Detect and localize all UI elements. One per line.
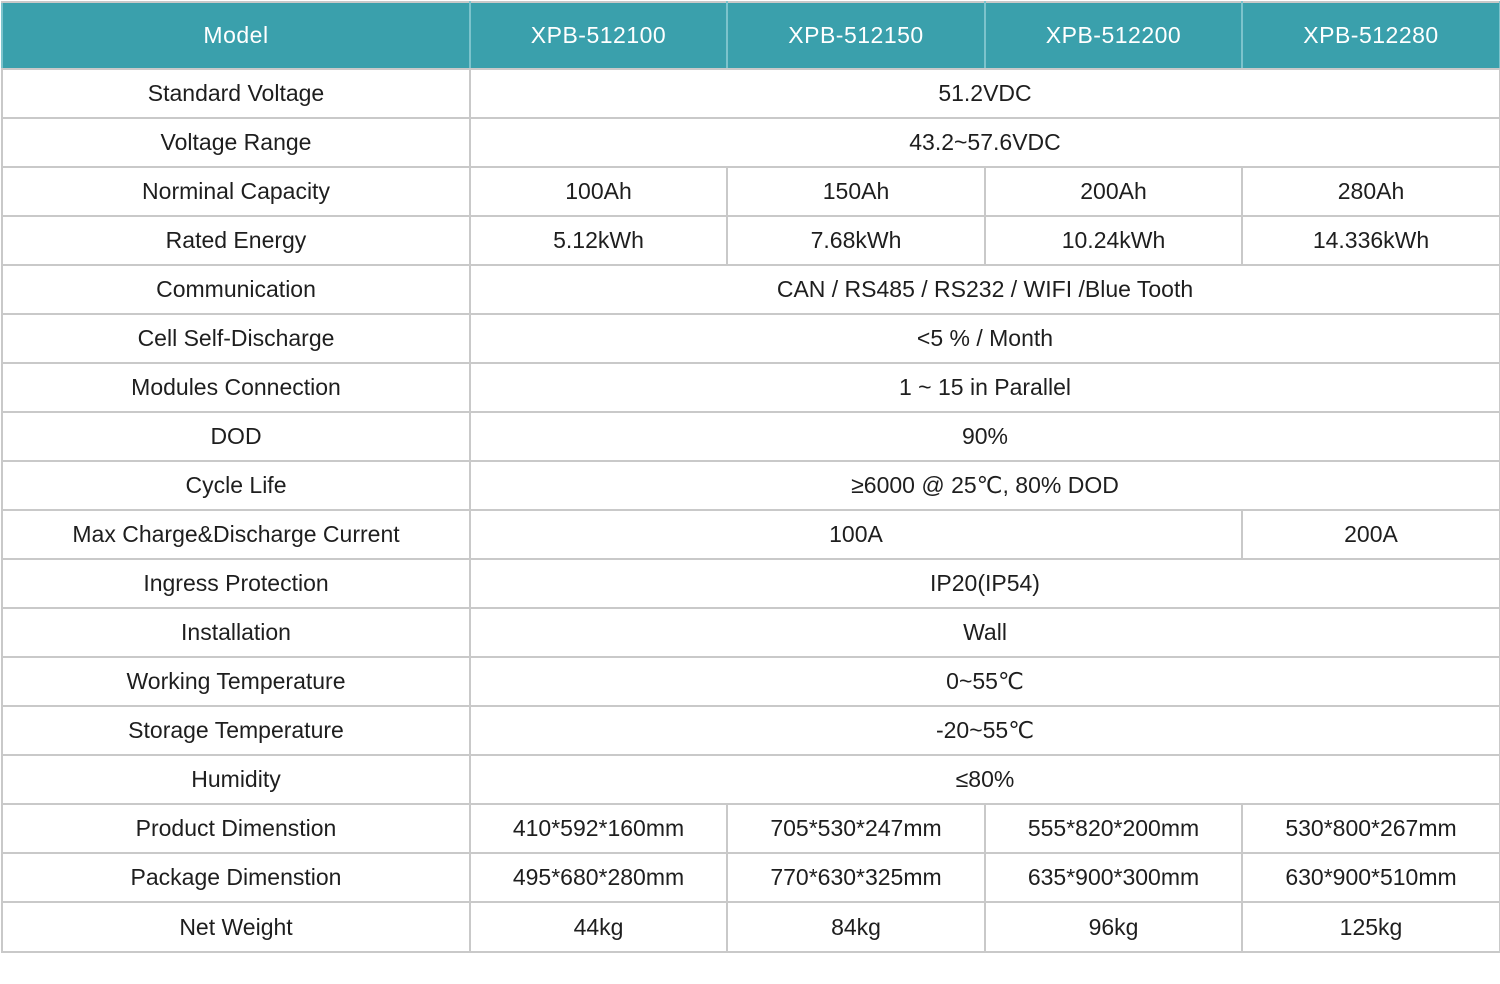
- row-value: 90%: [470, 412, 1500, 461]
- row-communication: [2, 265, 1500, 314]
- row-label: Installation: [2, 608, 470, 657]
- row-value: -20~55℃: [470, 706, 1500, 755]
- row-value: 705*530*247mm: [727, 804, 985, 853]
- row-value: 125kg: [1242, 902, 1500, 952]
- row-modules-connection: [2, 363, 1500, 412]
- row-value: 410*592*160mm: [470, 804, 727, 853]
- row-max-current: [2, 510, 1500, 559]
- row-label: Rated Energy: [2, 216, 470, 265]
- row-value: Wall: [470, 608, 1500, 657]
- row-value: 7.68kWh: [727, 216, 985, 265]
- row-value: CAN / RS485 / RS232 / WIFI /Blue Tooth: [470, 265, 1500, 314]
- row-cycle-life: [2, 461, 1500, 510]
- row-label: Working Temperature: [2, 657, 470, 706]
- row-label: Package Dimenstion: [2, 853, 470, 902]
- row-label: Ingress Protection: [2, 559, 470, 608]
- row-value: 200A: [1242, 510, 1500, 559]
- header-cell-xpb-512280: XPB-512280: [1242, 2, 1500, 69]
- row-label: Cycle Life: [2, 461, 470, 510]
- header-cell-xpb-512200: XPB-512200: [985, 2, 1242, 69]
- row-label: Product Dimenstion: [2, 804, 470, 853]
- header-cell-model: Model: [2, 2, 470, 69]
- row-label: Communication: [2, 265, 470, 314]
- row-installation: [2, 608, 1500, 657]
- row-value: 5.12kWh: [470, 216, 727, 265]
- row-value: 44kg: [470, 902, 727, 952]
- row-value: 14.336kWh: [1242, 216, 1500, 265]
- row-label: Voltage Range: [2, 118, 470, 167]
- header-cell-xpb-512150: XPB-512150: [727, 2, 985, 69]
- header-cell-xpb-512100: XPB-512100: [470, 2, 727, 69]
- row-value: 630*900*510mm: [1242, 853, 1500, 902]
- row-voltage-range: [2, 118, 1500, 167]
- row-label: Standard Voltage: [2, 69, 470, 118]
- row-ingress-protection: [2, 559, 1500, 608]
- row-value: 280Ah: [1242, 167, 1500, 216]
- row-value: <5 % / Month: [470, 314, 1500, 363]
- row-value: 51.2VDC: [470, 69, 1500, 118]
- row-label: Max Charge&Discharge Current: [2, 510, 470, 559]
- row-working-temperature: [2, 657, 1500, 706]
- row-value: 100Ah: [470, 167, 727, 216]
- row-label: Humidity: [2, 755, 470, 804]
- row-value: 770*630*325mm: [727, 853, 985, 902]
- row-value: 555*820*200mm: [985, 804, 1242, 853]
- row-label: Net Weight: [2, 902, 470, 952]
- header-row: [2, 2, 1500, 69]
- row-package-dimension: [2, 853, 1500, 902]
- row-value: 530*800*267mm: [1242, 804, 1500, 853]
- row-label: Cell Self-Discharge: [2, 314, 470, 363]
- row-humidity: [2, 755, 1500, 804]
- row-nominal-capacity: [2, 167, 1500, 216]
- row-value: 200Ah: [985, 167, 1242, 216]
- row-value: 10.24kWh: [985, 216, 1242, 265]
- row-rated-energy: [2, 216, 1500, 265]
- row-value: ≤80%: [470, 755, 1500, 804]
- spec-table: [1, 1, 1500, 953]
- row-value: 495*680*280mm: [470, 853, 727, 902]
- row-net-weight: [2, 902, 1500, 952]
- row-label: DOD: [2, 412, 470, 461]
- row-value: 43.2~57.6VDC: [470, 118, 1500, 167]
- row-value: 100A: [470, 510, 1242, 559]
- row-storage-temperature: [2, 706, 1500, 755]
- row-value: 1 ~ 15 in Parallel: [470, 363, 1500, 412]
- row-cell-self-discharge: [2, 314, 1500, 363]
- row-value: ≥6000 @ 25℃, 80% DOD: [470, 461, 1500, 510]
- row-value: 96kg: [985, 902, 1242, 952]
- row-standard-voltage: [2, 69, 1500, 118]
- row-value: 150Ah: [727, 167, 985, 216]
- row-label: Storage Temperature: [2, 706, 470, 755]
- row-value: 84kg: [727, 902, 985, 952]
- row-dod: [2, 412, 1500, 461]
- row-product-dimension: [2, 804, 1500, 853]
- row-value: 0~55℃: [470, 657, 1500, 706]
- row-label: Modules Connection: [2, 363, 470, 412]
- row-label: Norminal Capacity: [2, 167, 470, 216]
- row-value: 635*900*300mm: [985, 853, 1242, 902]
- row-value: IP20(IP54): [470, 559, 1500, 608]
